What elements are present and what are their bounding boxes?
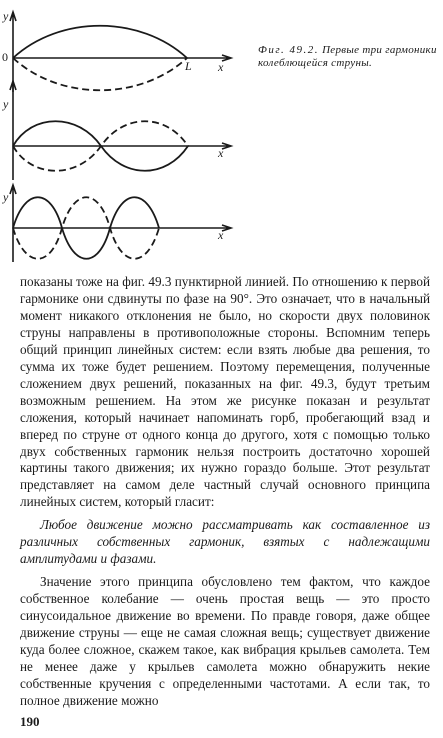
principle-statement: Любое движение можно рассматривать как составленное из различных собственных гармоник, взятых с надлежащими амплитудами и фазами. — [20, 517, 430, 566]
harmonics-figure — [0, 0, 443, 270]
panel1-y-label: y — [3, 9, 9, 23]
figure-caption — [258, 44, 438, 70]
body-paragraph-3: Значение этого принципа обусловлено тем фактом, что каждое собственное колебание — очень простая вещь — это просто синусоидальное движение во времени. По правде говоря, даже общее движение струны — еще не самая сложная вещь; существует движение куда более сложное, скажем такое, как вибрация крыльев самолета. Тем не менее даже у крыльев самолета можно обнаружить некие собственные кручения с определенными частотами. А если так, то полное движение можно — [20, 574, 430, 708]
figure-caption-text: Первые три гармоники колеблющейся струны. — [258, 44, 437, 69]
panel3-x-axis — [13, 225, 231, 231]
panel1-end-label: L — [185, 59, 192, 73]
panel2-x-label: x — [218, 146, 224, 160]
page-number: 190 — [20, 714, 40, 729]
panel2-x-axis — [13, 143, 231, 149]
panel1-x-axis — [13, 55, 231, 61]
figure-caption-label: Фиг. 49.2. — [258, 44, 319, 56]
panel3-y-label: y — [3, 190, 9, 204]
panel2-y-label: y — [3, 97, 9, 111]
panel1-harmonic-solid — [13, 26, 187, 58]
panel1-x-label: x — [218, 60, 224, 74]
panel2-y-axis — [10, 81, 16, 180]
panel1-origin-label: 0 — [2, 50, 8, 64]
body-paragraph-1: показаны тоже на фиг. 49.3 пунктирной линией. По отношению к первой гармонике они сдвинуты по фазе на 90°. Это означает, что в начальный момент никакого отклонения не было, но скорости двух половинок струны направлены в противоположные стороны. Вспомним теперь общий принцип линейных систем: если взять любые два решения, то сумма их тоже будет решением. Поэтому перемещения, полученные сложением двух решений, показанных на фиг. 49.3, будут третьим возможным решением. На этом же рисунке показан и результат сложения, который начинает напоминать горб, пробегающий взад и вперед по струне от одного конца до другого, хотя с помощью только двух собственных гармоник нельзя построить достаточно хорошей картины такого движения; их нужно гораздо больше. Этот результат представляет на самом деле частный случай основного принципа линейных систем, который гласит: — [20, 274, 430, 510]
panel3-x-label: x — [218, 228, 224, 242]
panel1-harmonic-dashed — [13, 58, 187, 90]
